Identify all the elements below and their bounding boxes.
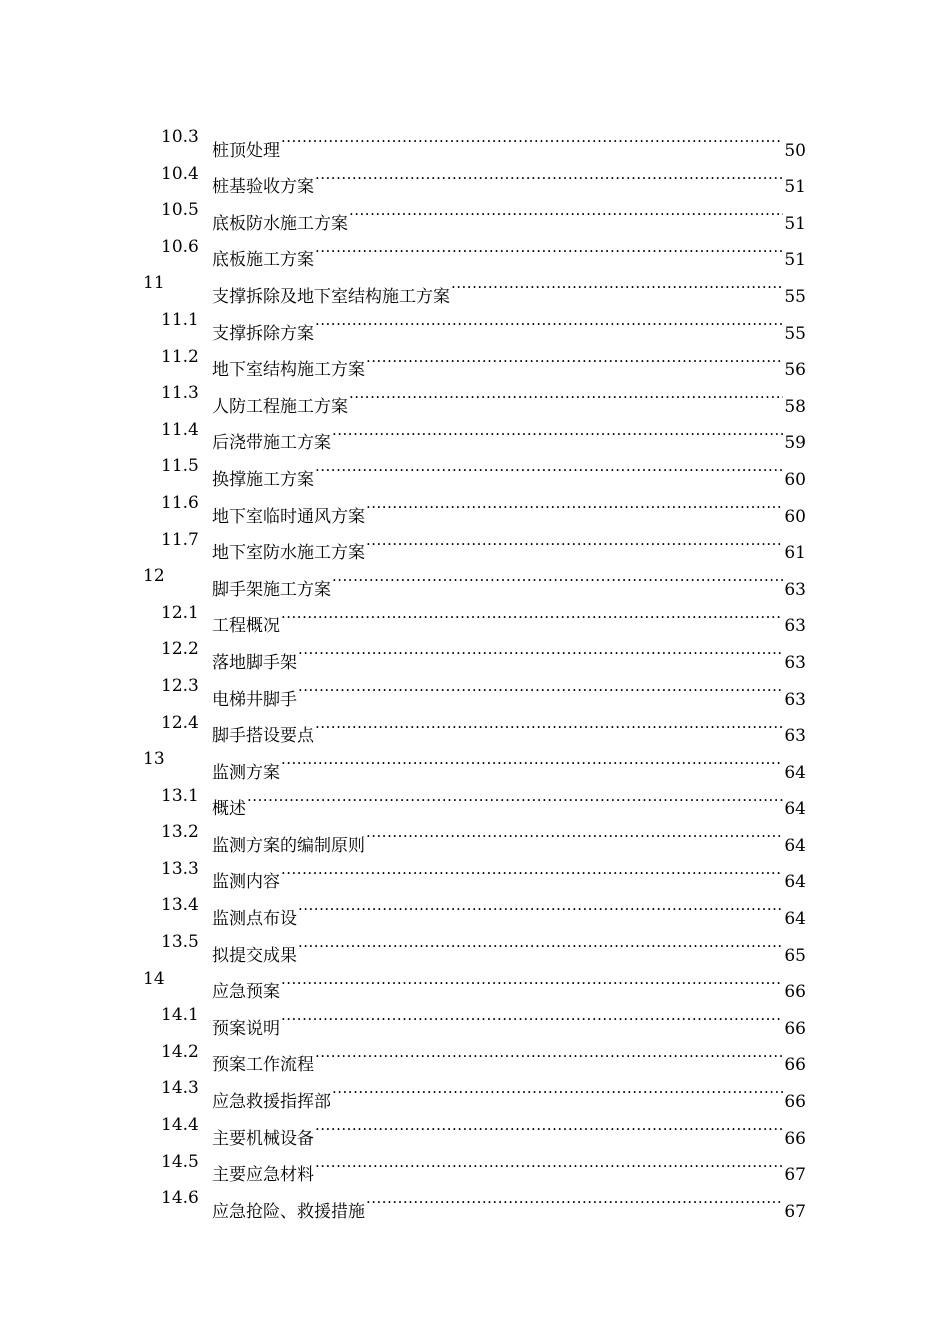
toc-entry-page-number: 55 [784,286,806,307]
dot-leader [315,1144,783,1181]
dot-leader [315,1034,783,1071]
toc-entry-page-number: 66 [784,1018,806,1039]
toc-section-entry[interactable] [0,631,950,673]
toc-entry-number: 10.4 [161,163,199,184]
toc-entry-title: 概述 [212,799,246,820]
toc-section-entry[interactable] [0,1144,950,1186]
toc-entry-title: 支撑拆除方案 [212,323,314,344]
toc-section-entry[interactable] [0,814,950,856]
toc-entry-title: 主要机械设备 [212,1128,314,1149]
toc-entry-number: 11.4 [161,419,199,440]
toc-entry-page-number: 59 [784,433,806,454]
toc-entry-page-number: 63 [784,616,806,637]
dot-leader [332,558,783,595]
dot-leader [315,156,783,193]
toc-entry-title: 地下室防水施工方案 [212,543,365,564]
toc-entry-page-number: 50 [784,140,806,161]
dot-leader [298,924,783,961]
toc-entry-title: 监测方案 [212,762,280,783]
dot-leader [298,631,783,668]
toc-entry-number: 14 [143,968,165,989]
toc-entry-title: 预案工作流程 [212,1055,314,1076]
toc-entry-page-number: 56 [784,360,806,381]
toc-entry-title: 桩基验收方案 [212,177,314,198]
toc-entry-title: 监测点布设 [212,909,297,930]
toc-section-entry[interactable] [0,412,950,454]
toc-entry-page-number: 55 [784,323,806,344]
dot-leader [298,668,783,705]
toc-entry-page-number: 65 [784,945,806,966]
toc-entry-page-number: 63 [784,652,806,673]
toc-entry-page-number: 66 [784,982,806,1003]
toc-entry-page-number: 61 [784,543,806,564]
toc-entry-title: 地下室临时通风方案 [212,506,365,527]
toc-entry-page-number: 64 [784,909,806,930]
dot-leader [332,412,783,449]
toc-chapter-entry[interactable] [0,265,950,307]
dot-leader [281,961,783,998]
toc-entry-title: 支撑拆除及地下室结构施工方案 [212,286,450,307]
toc-entry-page-number: 66 [784,1055,806,1076]
toc-entry-number: 14.3 [161,1078,199,1099]
dot-leader [349,192,783,229]
toc-entry-page-number: 64 [784,835,806,856]
toc-entry-number: 12 [143,566,165,587]
toc-entry-page-number: 63 [784,579,806,600]
toc-entry-title: 工程概况 [212,616,280,637]
table-of-contents [0,119,950,1222]
dot-leader [366,814,783,851]
toc-entry-page-number: 67 [784,1165,806,1186]
toc-entry-number: 13 [143,749,165,770]
toc-section-entry[interactable] [0,595,950,637]
toc-entry-number: 11.7 [161,529,199,550]
toc-entry-number: 13.2 [161,822,199,843]
dot-leader [349,375,783,412]
toc-entry-page-number: 60 [784,469,806,490]
dot-leader [315,229,783,266]
toc-section-entry[interactable] [0,668,950,710]
dot-leader [366,1180,783,1217]
toc-section-entry[interactable] [0,302,950,344]
toc-entry-title: 人防工程施工方案 [212,396,348,417]
dot-leader [281,119,783,156]
toc-section-entry[interactable] [0,485,950,527]
toc-section-entry[interactable] [0,156,950,198]
toc-entry-number: 11 [143,273,165,294]
dot-leader [366,522,783,559]
toc-entry-title: 后浇带施工方案 [212,433,331,454]
toc-entry-title: 监测方案的编制原则 [212,835,365,856]
toc-entry-title: 底板施工方案 [212,250,314,271]
toc-entry-number: 14.6 [161,1188,199,1209]
toc-section-entry[interactable] [0,705,950,747]
toc-entry-number: 14.2 [161,1041,199,1062]
toc-entry-title: 换撑施工方案 [212,469,314,490]
toc-entry-page-number: 63 [784,726,806,747]
toc-entry-title: 落地脚手架 [212,652,297,673]
toc-entry-title: 脚手搭设要点 [212,726,314,747]
toc-entry-number: 10.5 [161,200,199,221]
toc-entry-title: 应急救援指挥部 [212,1092,331,1113]
toc-entry-page-number: 60 [784,506,806,527]
toc-entry-title: 脚手架施工方案 [212,579,331,600]
toc-entry-title: 电梯井脚手 [212,689,297,710]
toc-entry-page-number: 66 [784,1092,806,1113]
dot-leader [281,851,783,888]
dot-leader [366,485,783,522]
toc-entry-page-number: 51 [784,250,806,271]
toc-entry-title: 应急抢险、救援措施 [212,1201,365,1222]
dot-leader [281,997,783,1034]
toc-entry-page-number: 66 [784,1128,806,1149]
toc-section-entry[interactable] [0,924,950,966]
toc-section-entry[interactable] [0,119,950,161]
toc-entry-number: 11.2 [161,346,199,367]
toc-entry-number: 13.5 [161,932,199,953]
toc-entry-page-number: 58 [784,396,806,417]
toc-entry-title: 底板防水施工方案 [212,213,348,234]
toc-section-entry[interactable] [0,448,950,490]
dot-leader [315,448,783,485]
dot-leader [298,887,783,924]
dot-leader [315,302,783,339]
toc-entry-number: 11.1 [161,309,199,330]
toc-entry-number: 12.1 [161,602,199,623]
toc-entry-title: 拟提交成果 [212,945,297,966]
toc-entry-page-number: 51 [784,177,806,198]
toc-section-entry[interactable] [0,375,950,417]
toc-section-entry[interactable] [0,339,950,381]
toc-entry-page-number: 51 [784,213,806,234]
toc-entry-title: 地下室结构施工方案 [212,360,365,381]
toc-entry-page-number: 64 [784,799,806,820]
toc-entry-title: 预案说明 [212,1018,280,1039]
toc-section-entry[interactable] [0,1070,950,1113]
toc-entry-number: 12.4 [161,712,199,733]
toc-chapter-entry[interactable] [0,961,950,1003]
toc-entry-number: 12.2 [161,639,199,660]
toc-entry-number: 11.6 [161,492,199,513]
toc-entry-number: 11.5 [161,456,199,477]
toc-entry-page-number: 63 [784,689,806,710]
toc-entry-number: 10.3 [161,127,199,147]
toc-entry-page-number: 67 [784,1201,806,1222]
dot-leader [366,339,783,376]
dot-leader [332,1070,783,1107]
toc-entry-number: 13.1 [161,785,199,806]
dot-leader [281,595,783,632]
dot-leader [315,705,783,742]
toc-entry-page-number: 64 [784,872,806,893]
toc-chapter-entry[interactable] [0,741,950,783]
toc-entry-title: 监测内容 [212,872,280,893]
toc-entry-number: 13.4 [161,895,199,916]
toc-section-entry[interactable] [0,229,950,271]
toc-entry-body [212,1180,806,1230]
toc-section-entry[interactable] [0,778,950,820]
toc-entry-title: 应急预案 [212,982,280,1003]
dot-leader [247,778,783,815]
toc-section-entry[interactable] [0,851,950,893]
toc-section-entry[interactable] [0,1180,950,1222]
dot-leader [315,1107,783,1144]
toc-section-entry[interactable] [0,1034,950,1076]
toc-entry-number: 14.1 [161,1005,199,1026]
toc-entry-number: 14.5 [161,1151,199,1172]
toc-entry-number: 10.6 [161,236,199,257]
toc-entry-title: 桩顶处理 [212,140,280,161]
toc-section-entry[interactable] [0,997,950,1039]
toc-section-entry[interactable] [0,887,950,930]
toc-entry-number: 11.3 [161,383,199,404]
toc-section-entry[interactable] [0,1107,950,1149]
toc-entry-number: 13.3 [161,858,199,879]
toc-section-entry[interactable] [0,522,950,564]
toc-entry-page-number: 64 [784,762,806,783]
toc-entry-number: 14.4 [161,1115,199,1136]
toc-section-entry[interactable] [0,192,950,234]
dot-leader [451,265,783,302]
toc-entry-title: 主要应急材料 [212,1165,314,1186]
toc-chapter-entry[interactable] [0,558,950,600]
dot-leader [281,741,783,778]
toc-entry-number: 12.3 [161,675,199,696]
